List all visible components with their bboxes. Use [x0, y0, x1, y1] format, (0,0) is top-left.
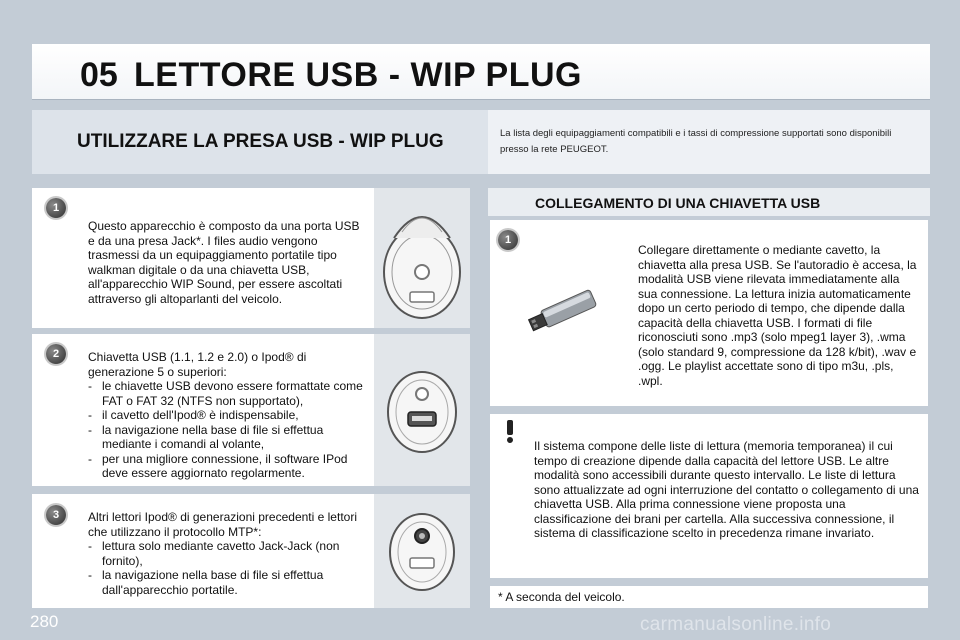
usb-connect-text: Collegare direttamente o mediante cavetto, la chiavetta alla presa USB. Se l'autoradio è accesa, la modalità USB viene rilevata immediatamente alla sua connessione. La lettura inizia automaticamente dopo un certo periodo di tempo, che dipende dalla capacità della chiavetta USB. I formati di file riconosciuti sono .mp3 (solo mpeg1 layer 3), .wma (solo standard 9, compressione da 128 k/bit), .wav e .ogg. Le playlist accettate sono di tipo m3u, .pls, .wpl.	[638, 243, 917, 388]
usb-port-open-icon	[374, 334, 470, 486]
compatibility-note: La lista degli equipaggiamenti compatibili e i tassi di compressione supportati sono disponibili presso la rete PEUGEOT.	[500, 128, 892, 155]
section-3-intro: Altri lettori Ipod® di generazioni precedenti e lettori che utilizzano il protocollo MTP*:	[88, 510, 357, 539]
list-item: - la navigazione nella base di file si effettua mediante i comandi al volante,	[88, 422, 324, 451]
page-title: LETTORE USB - WIP PLUG	[134, 56, 582, 94]
warning-text: Il sistema compone delle liste di lettura (memoria temporanea) il cui tempo di creazione dipende dalla capacità del lettore USB. Le altre modalità sono accessibili durante questo intervallo. Le liste di lettura sono attualizzate ad ogni interruzione del contatto o collegamento di una chiavetta USB. Alla prima connessione viene proposta una classificazione dei brani per cartella. Alla successiva connessione, il sistema di classificazione scelto in precedenza rimane invariato.	[534, 439, 919, 540]
step-badge-1: 1	[46, 198, 66, 218]
list-item: - per una migliore connessione, il software IPod deve essere aggiornato regolarmente.	[88, 451, 348, 480]
usb-port-cover-icon	[374, 188, 470, 328]
section-3-image-panel	[374, 494, 470, 608]
watermark: carmanualsonline.info	[640, 614, 832, 635]
section-3-text	[88, 510, 372, 597]
section-1-text: Questo apparecchio è composto da una porta USB e da una presa Jack*. I files audio vengono trasmessi da un equipaggiamento portatile tipo walkman digitale o da una chiavetta USB, all'apparecchio WIP Sound, per essere ascoltati attraverso gli altoparlanti del veicolo.	[88, 219, 360, 306]
step-badge-2: 2	[46, 344, 66, 364]
usb-stick-icon	[520, 286, 606, 336]
list-item: - la navigazione nella base di file si effettua dall'apparecchio portatile.	[88, 568, 324, 597]
section-1-image-panel	[374, 188, 470, 328]
section-2-intro: Chiavetta USB (1.1, 1.2 e 2.0) o Ipod® di generazione 5 o superiori:	[88, 350, 307, 379]
footnote: * A seconda del veicolo.	[498, 590, 625, 604]
list-item: - lettura solo mediante cavetto Jack-Jack (non fornito),	[88, 539, 340, 568]
warning-icon	[500, 418, 520, 444]
right-heading: COLLEGAMENTO DI UNA CHIAVETTA USB	[535, 195, 821, 211]
step-badge-3: 3	[46, 505, 66, 525]
section-title: UTILIZZARE LA PRESA USB - WIP PLUG	[77, 131, 444, 152]
list-item: - il cavetto dell'Ipod® è indispensabile,	[88, 408, 299, 422]
page-number: 280	[30, 612, 59, 631]
section-2-text	[88, 350, 372, 481]
jack-port-icon	[374, 494, 470, 608]
step-badge-right-1: 1	[498, 230, 518, 250]
list-item: - le chiavette USB devono essere formattate come FAT o FAT 32 (NTFS non supportato),	[88, 379, 363, 408]
chapter-number: 05	[80, 56, 118, 94]
section-2-image-panel	[374, 334, 470, 486]
